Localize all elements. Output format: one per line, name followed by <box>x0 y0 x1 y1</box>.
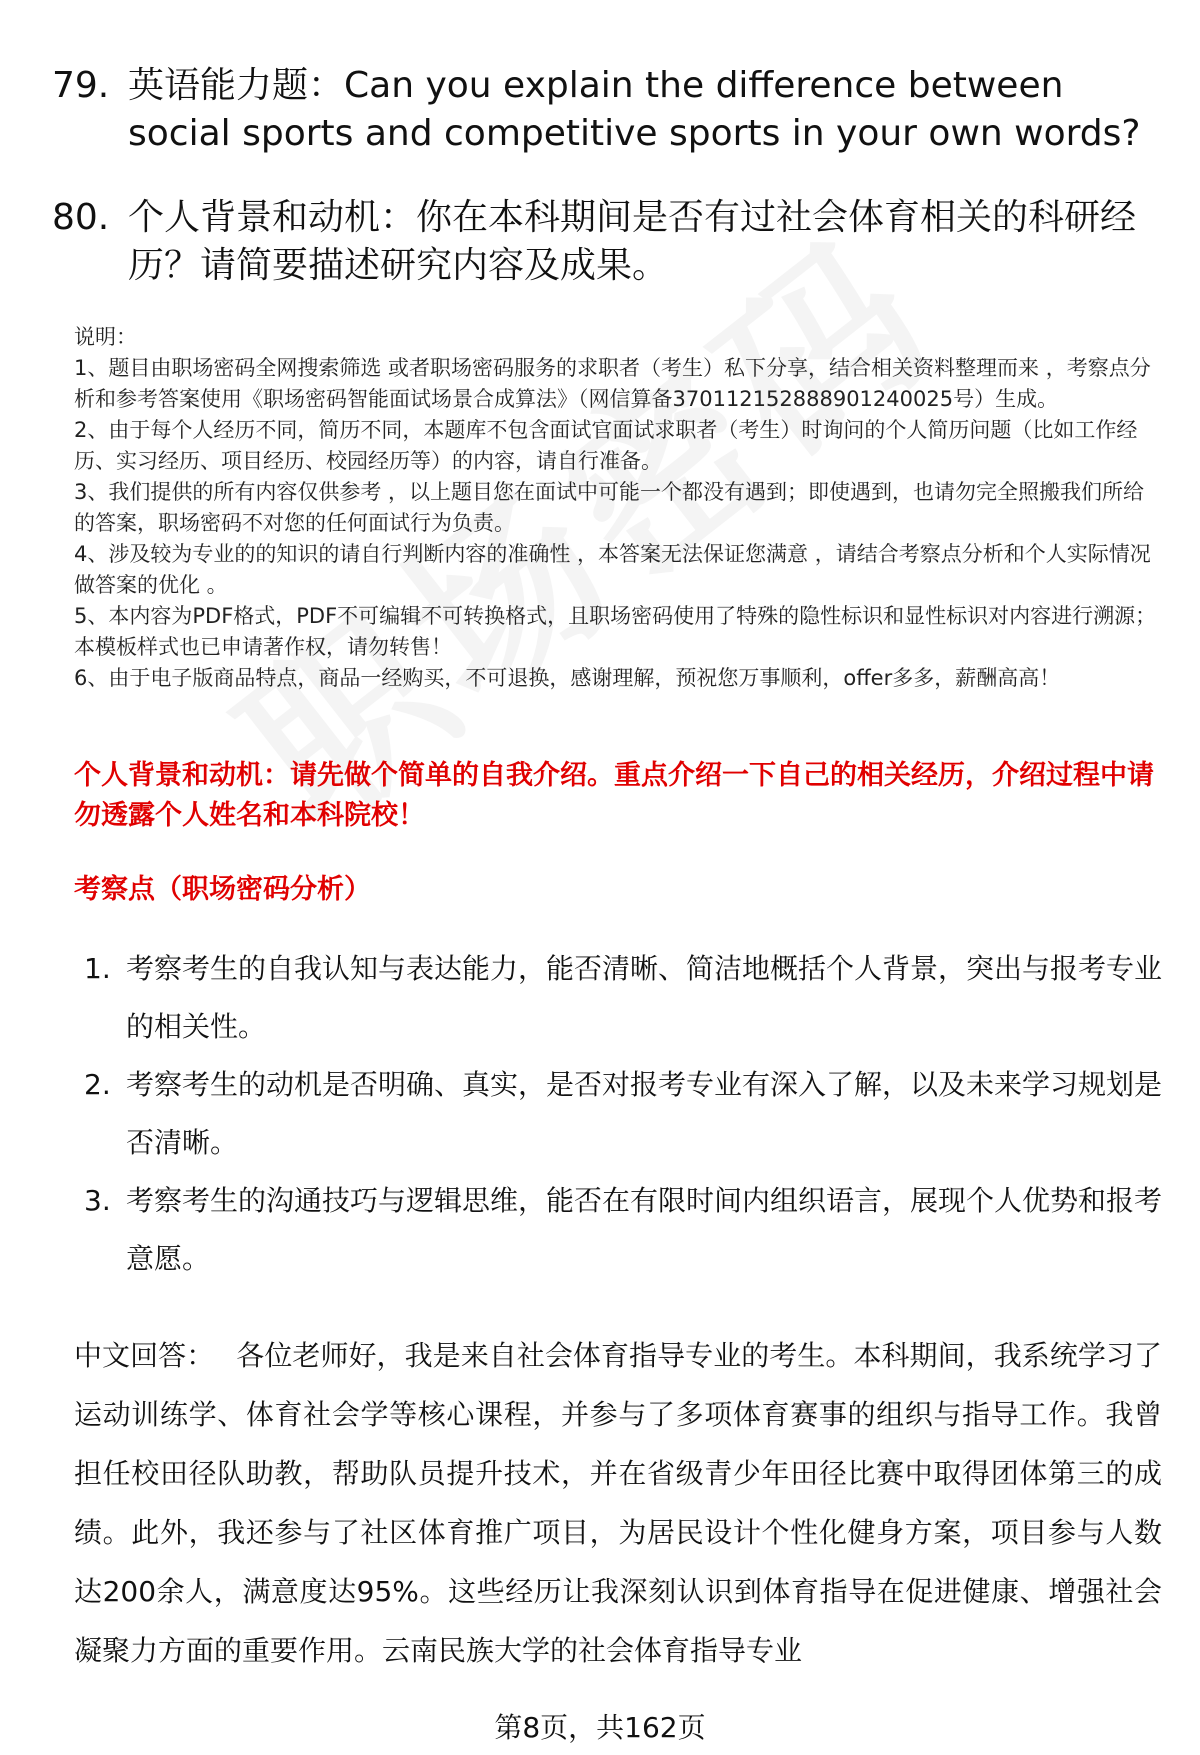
analysis-points <box>84 940 1164 1288</box>
point-number: 1. <box>84 952 111 985</box>
note-item: 5、本内容为PDF格式，PDF不可编辑不可转换格式，且职场密码使用了特殊的隐性标识和显性标识对内容进行溯源；本模板样式也已申请著作权，请勿转售！ <box>74 604 1157 659</box>
note-item: 3、我们提供的所有内容仅供参考 ，以上题目您在面试中可能一个都没有遇到；即使遇到，也请勿完全照搬我们所给的答案，职场密码不对您的任何面试行为负责。 <box>74 480 1145 535</box>
note-item: 4、涉及较为专业的的知识的请自行判断内容的准确性 ，本答案无法保证您满意 ，请结合考察点分析和个人实际情况做答案的优化 。 <box>74 542 1151 597</box>
question-text: 个人背景和动机：你在本科期间是否有过社会体育相关的科研经历？请简要描述研究内容及成果。 <box>128 197 1137 286</box>
answer-text: 各位老师好，我是来自社会体育指导专业的考生。本科期间，我系统学习了运动训练学、体育社会学等核心课程，并参与了多项体育赛事的组织与指导工作。我曾担任校田径队助教，帮助队员提升技术，并在省级青少年田径比赛中取得团体第三的成绩。此外，我还参与了社区体育推广项目，为居民设计个性化健身方案，项目参与人数达200余人，满意度达95%。这些经历让我深刻认识到体育指导在促进健康、增强社会凝聚力方面的重要作用。云南民族大学的社会体育指导专业 <box>74 1339 1162 1667</box>
question-text: 英语能力题：Can you explain the difference between social sports and competitive sports in your own words? <box>128 65 1141 154</box>
point-text: 考察考生的自我认知与表达能力，能否清晰、简洁地概括个人背景，突出与报考专业的相关性。 <box>126 952 1163 1043</box>
question-number: 80. <box>52 197 110 238</box>
question-number: 79. <box>52 65 110 106</box>
note-item: 2、由于每个人经历不同，简历不同，本题库不包含面试官面试求职者（考生）时询问的个人简历问题（比如工作经历、实习经历、项目经历、校园经历等）的内容，请自行准备。 <box>74 418 1138 473</box>
featured-question: 个人背景和动机：请先做个简单的自我介绍。重点介绍一下自己的相关经历，介绍过程中请勿透露个人姓名和本科院校！ <box>74 760 1154 831</box>
question-79 <box>52 62 1162 158</box>
point-number: 3. <box>84 1184 111 1217</box>
point-number: 2. <box>84 1068 111 1101</box>
analysis-point <box>84 940 1164 1056</box>
analysis-point <box>84 1056 1164 1172</box>
answer-label: 中文回答： <box>74 1339 215 1372</box>
question-80 <box>52 194 1162 290</box>
point-text: 考察考生的动机是否明确、真实，是否对报考专业有深入了解，以及未来学习规划是否清晰。 <box>126 1068 1163 1159</box>
analysis-title: 考察点（职场密码分析） <box>74 874 371 905</box>
page-footer: 第8页，共162页 <box>494 1711 706 1744</box>
analysis-point <box>84 1172 1164 1288</box>
note-item: 1、题目由职场密码全网搜索筛选 或者职场密码服务的求职者（考生）私下分享，结合相关资料整理而来 ，考察点分析和参考答案使用《职场密码智能面试场景合成算法》（网信算备370112152888901240025号）生成。 <box>74 356 1151 411</box>
note-item: 6、由于电子版商品特点，商品一经购买，不可退换，感谢理解，预祝您万事顺利，offer多多，薪酬高高！ <box>74 666 1061 690</box>
answer-section <box>74 1326 1162 1680</box>
notes-title: 说明： <box>74 325 137 349</box>
point-text: 考察考生的沟通技巧与逻辑思维，能否在有限时间内组织语言，展现个人优势和报考意愿。 <box>126 1184 1163 1275</box>
notes-section <box>74 322 1164 694</box>
